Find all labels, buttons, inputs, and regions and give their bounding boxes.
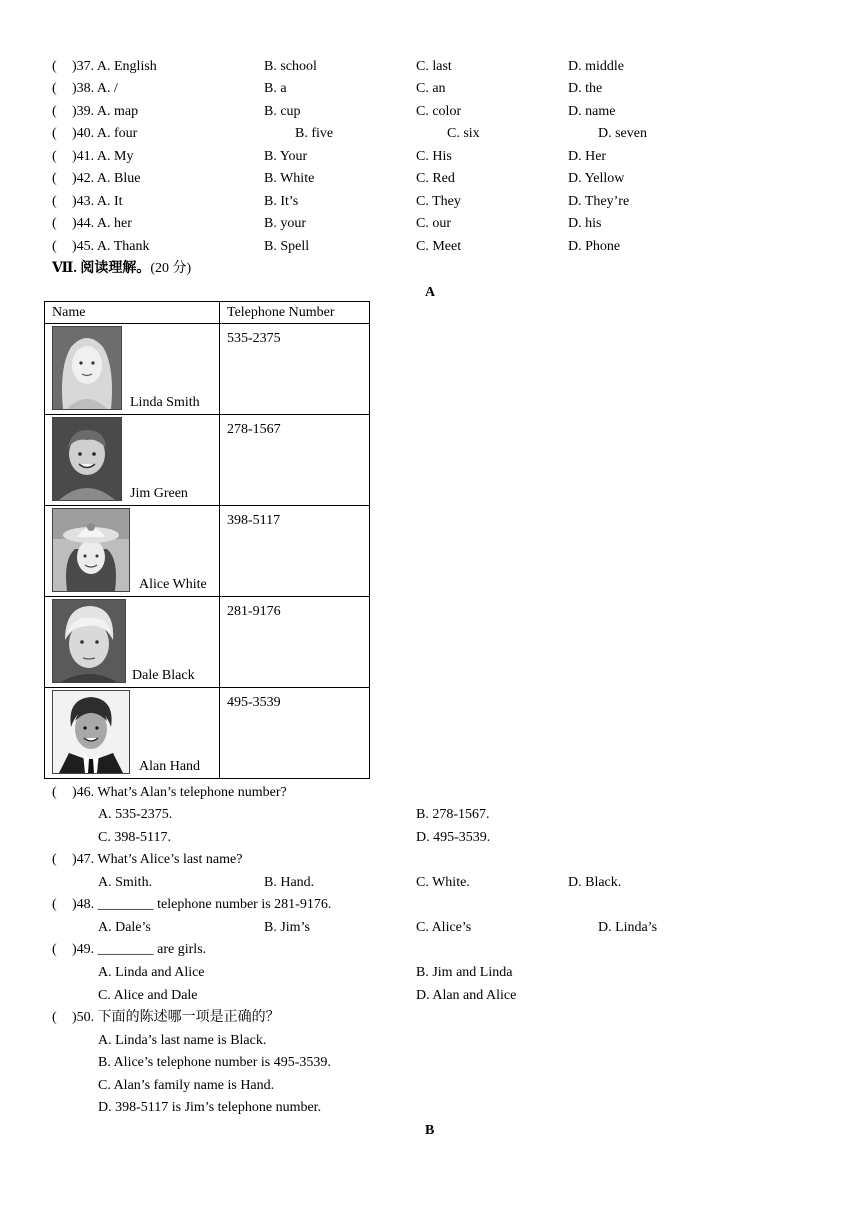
question-option-a: )41. A. My: [72, 149, 134, 164]
option-b: B. 278-1567.: [416, 807, 490, 822]
answer-paren: (: [52, 897, 57, 912]
name-cell: [45, 324, 220, 415]
option-a: A. Smith.: [98, 875, 153, 890]
question-option-a: )44. A. her: [72, 216, 132, 231]
table-row: [45, 597, 370, 688]
option-d: D. seven: [598, 126, 647, 141]
answer-paren: (: [52, 149, 57, 164]
option-c: C. His: [416, 149, 452, 164]
answer-paren: (: [52, 126, 57, 141]
option-d: D. Black.: [568, 875, 622, 890]
option-b: B. your: [264, 216, 306, 231]
table-header-row: [45, 302, 370, 324]
option-c: C. White.: [416, 875, 470, 890]
option-d: D. his: [568, 216, 602, 231]
option-b: B. Hand.: [264, 875, 315, 890]
telephone-cell: 495-3539: [220, 688, 370, 779]
option-b: B. Alice’s telephone number is 495-3539.: [98, 1055, 331, 1070]
answer-paren: (: [52, 81, 57, 96]
person-name: Alice White: [139, 577, 207, 592]
person-name: Alan Hand: [139, 759, 201, 774]
option-b: B. White: [264, 171, 315, 186]
option-b: B. It’s: [264, 194, 299, 209]
table-row: [45, 688, 370, 779]
option-b: B. Your: [264, 149, 308, 164]
option-c: C. Alan’s family name is Hand.: [98, 1078, 275, 1093]
boy-tie-portrait-icon: [52, 690, 130, 774]
option-d: D. name: [568, 104, 616, 119]
telephone-cell: 535-2375: [220, 324, 370, 415]
section-heading: [52, 260, 191, 278]
girl-hat-portrait-icon: [52, 508, 130, 592]
telephone-cell: 398-5117: [220, 506, 370, 597]
question-option-a: )37. A. English: [72, 59, 157, 74]
option-d: D. 495-3539.: [416, 830, 491, 845]
passage-label-a: A: [425, 285, 436, 300]
boy-portrait-icon: [52, 599, 126, 683]
option-c: C. Alice and Dale: [98, 988, 198, 1003]
option-a: A. Dale’s: [98, 920, 151, 935]
option-a: A. 535-2375.: [98, 807, 173, 822]
option-c: C. last: [416, 59, 452, 74]
answer-paren: (: [52, 59, 57, 74]
table-row: [45, 324, 370, 415]
girl-portrait-icon: [52, 326, 122, 410]
option-b: B. Jim’s: [264, 920, 310, 935]
name-cell: [45, 688, 220, 779]
option-d: D. Phone: [568, 239, 621, 254]
name-cell: [45, 415, 220, 506]
option-c: C. our: [416, 216, 451, 231]
column-header-telephone: Telephone Number: [220, 302, 370, 324]
option-b: B. Spell: [264, 239, 310, 254]
question-stem: )49. ________ are girls.: [72, 942, 207, 957]
option-d: D. Yellow: [568, 171, 625, 186]
table-row: [45, 506, 370, 597]
person-name: Jim Green: [130, 486, 188, 501]
question-stem: )46. What’s Alan’s telephone number?: [72, 785, 287, 800]
option-c: C. Alice’s: [416, 920, 472, 935]
answer-paren: (: [52, 785, 57, 800]
option-c: C. Red: [416, 171, 455, 186]
person-name: Dale Black: [132, 668, 195, 683]
answer-paren: (: [52, 239, 57, 254]
answer-paren: (: [52, 852, 57, 867]
option-d: D. They’re: [568, 194, 630, 209]
question-stem: )50. 下面的陈述哪一项是正确的？: [72, 1010, 280, 1025]
option-a: A. Linda and Alice: [98, 965, 205, 980]
answer-paren: (: [52, 194, 57, 209]
answer-paren: (: [52, 171, 57, 186]
section-points: (20 分): [150, 261, 192, 276]
answer-paren: (: [52, 104, 57, 119]
option-d: D. middle: [568, 59, 624, 74]
name-cell: [45, 506, 220, 597]
question-option-a: )40. A. four: [72, 126, 138, 141]
option-d: D. Linda’s: [598, 920, 658, 935]
option-c: C. color: [416, 104, 462, 119]
option-a: A. Linda’s last name is Black.: [98, 1033, 267, 1048]
option-c: C. an: [416, 81, 446, 96]
question-option-a: )38. A. /: [72, 81, 118, 96]
option-b: B. a: [264, 81, 287, 96]
answer-paren: (: [52, 942, 57, 957]
passage-label-b: B: [425, 1123, 435, 1138]
answer-paren: (: [52, 216, 57, 231]
option-c: C. six: [447, 126, 480, 141]
option-b: B. five: [295, 126, 334, 141]
option-d: D. Her: [568, 149, 607, 164]
table-row: [45, 415, 370, 506]
option-c: C. Meet: [416, 239, 462, 254]
telephone-table: [44, 301, 370, 779]
question-stem: )48. ________ telephone number is 281-9176.: [72, 897, 332, 912]
column-header-name: Name: [45, 302, 220, 324]
question-option-a: )39. A. map: [72, 104, 139, 119]
question-option-a: )43. A. It: [72, 194, 123, 209]
telephone-cell: 281-9176: [220, 597, 370, 688]
option-b: B. Jim and Linda: [416, 965, 513, 980]
option-b: B. cup: [264, 104, 301, 119]
option-b: B. school: [264, 59, 317, 74]
boy-portrait-icon: [52, 417, 122, 501]
name-cell: [45, 597, 220, 688]
option-d: D. Alan and Alice: [416, 988, 517, 1003]
question-option-a: )42. A. Blue: [72, 171, 141, 186]
option-d: D. the: [568, 81, 603, 96]
option-c: C. 398-5117.: [98, 830, 171, 845]
option-c: C. They: [416, 194, 461, 209]
option-d: D. 398-5117 is Jim’s telephone number.: [98, 1100, 322, 1115]
question-stem: )47. What’s Alice’s last name?: [72, 852, 243, 867]
answer-paren: (: [52, 1010, 57, 1025]
person-name: Linda Smith: [130, 395, 200, 410]
question-option-a: )45. A. Thank: [72, 239, 150, 254]
section-title: Ⅶ. 阅读理解。: [52, 261, 151, 276]
telephone-cell: 278-1567: [220, 415, 370, 506]
